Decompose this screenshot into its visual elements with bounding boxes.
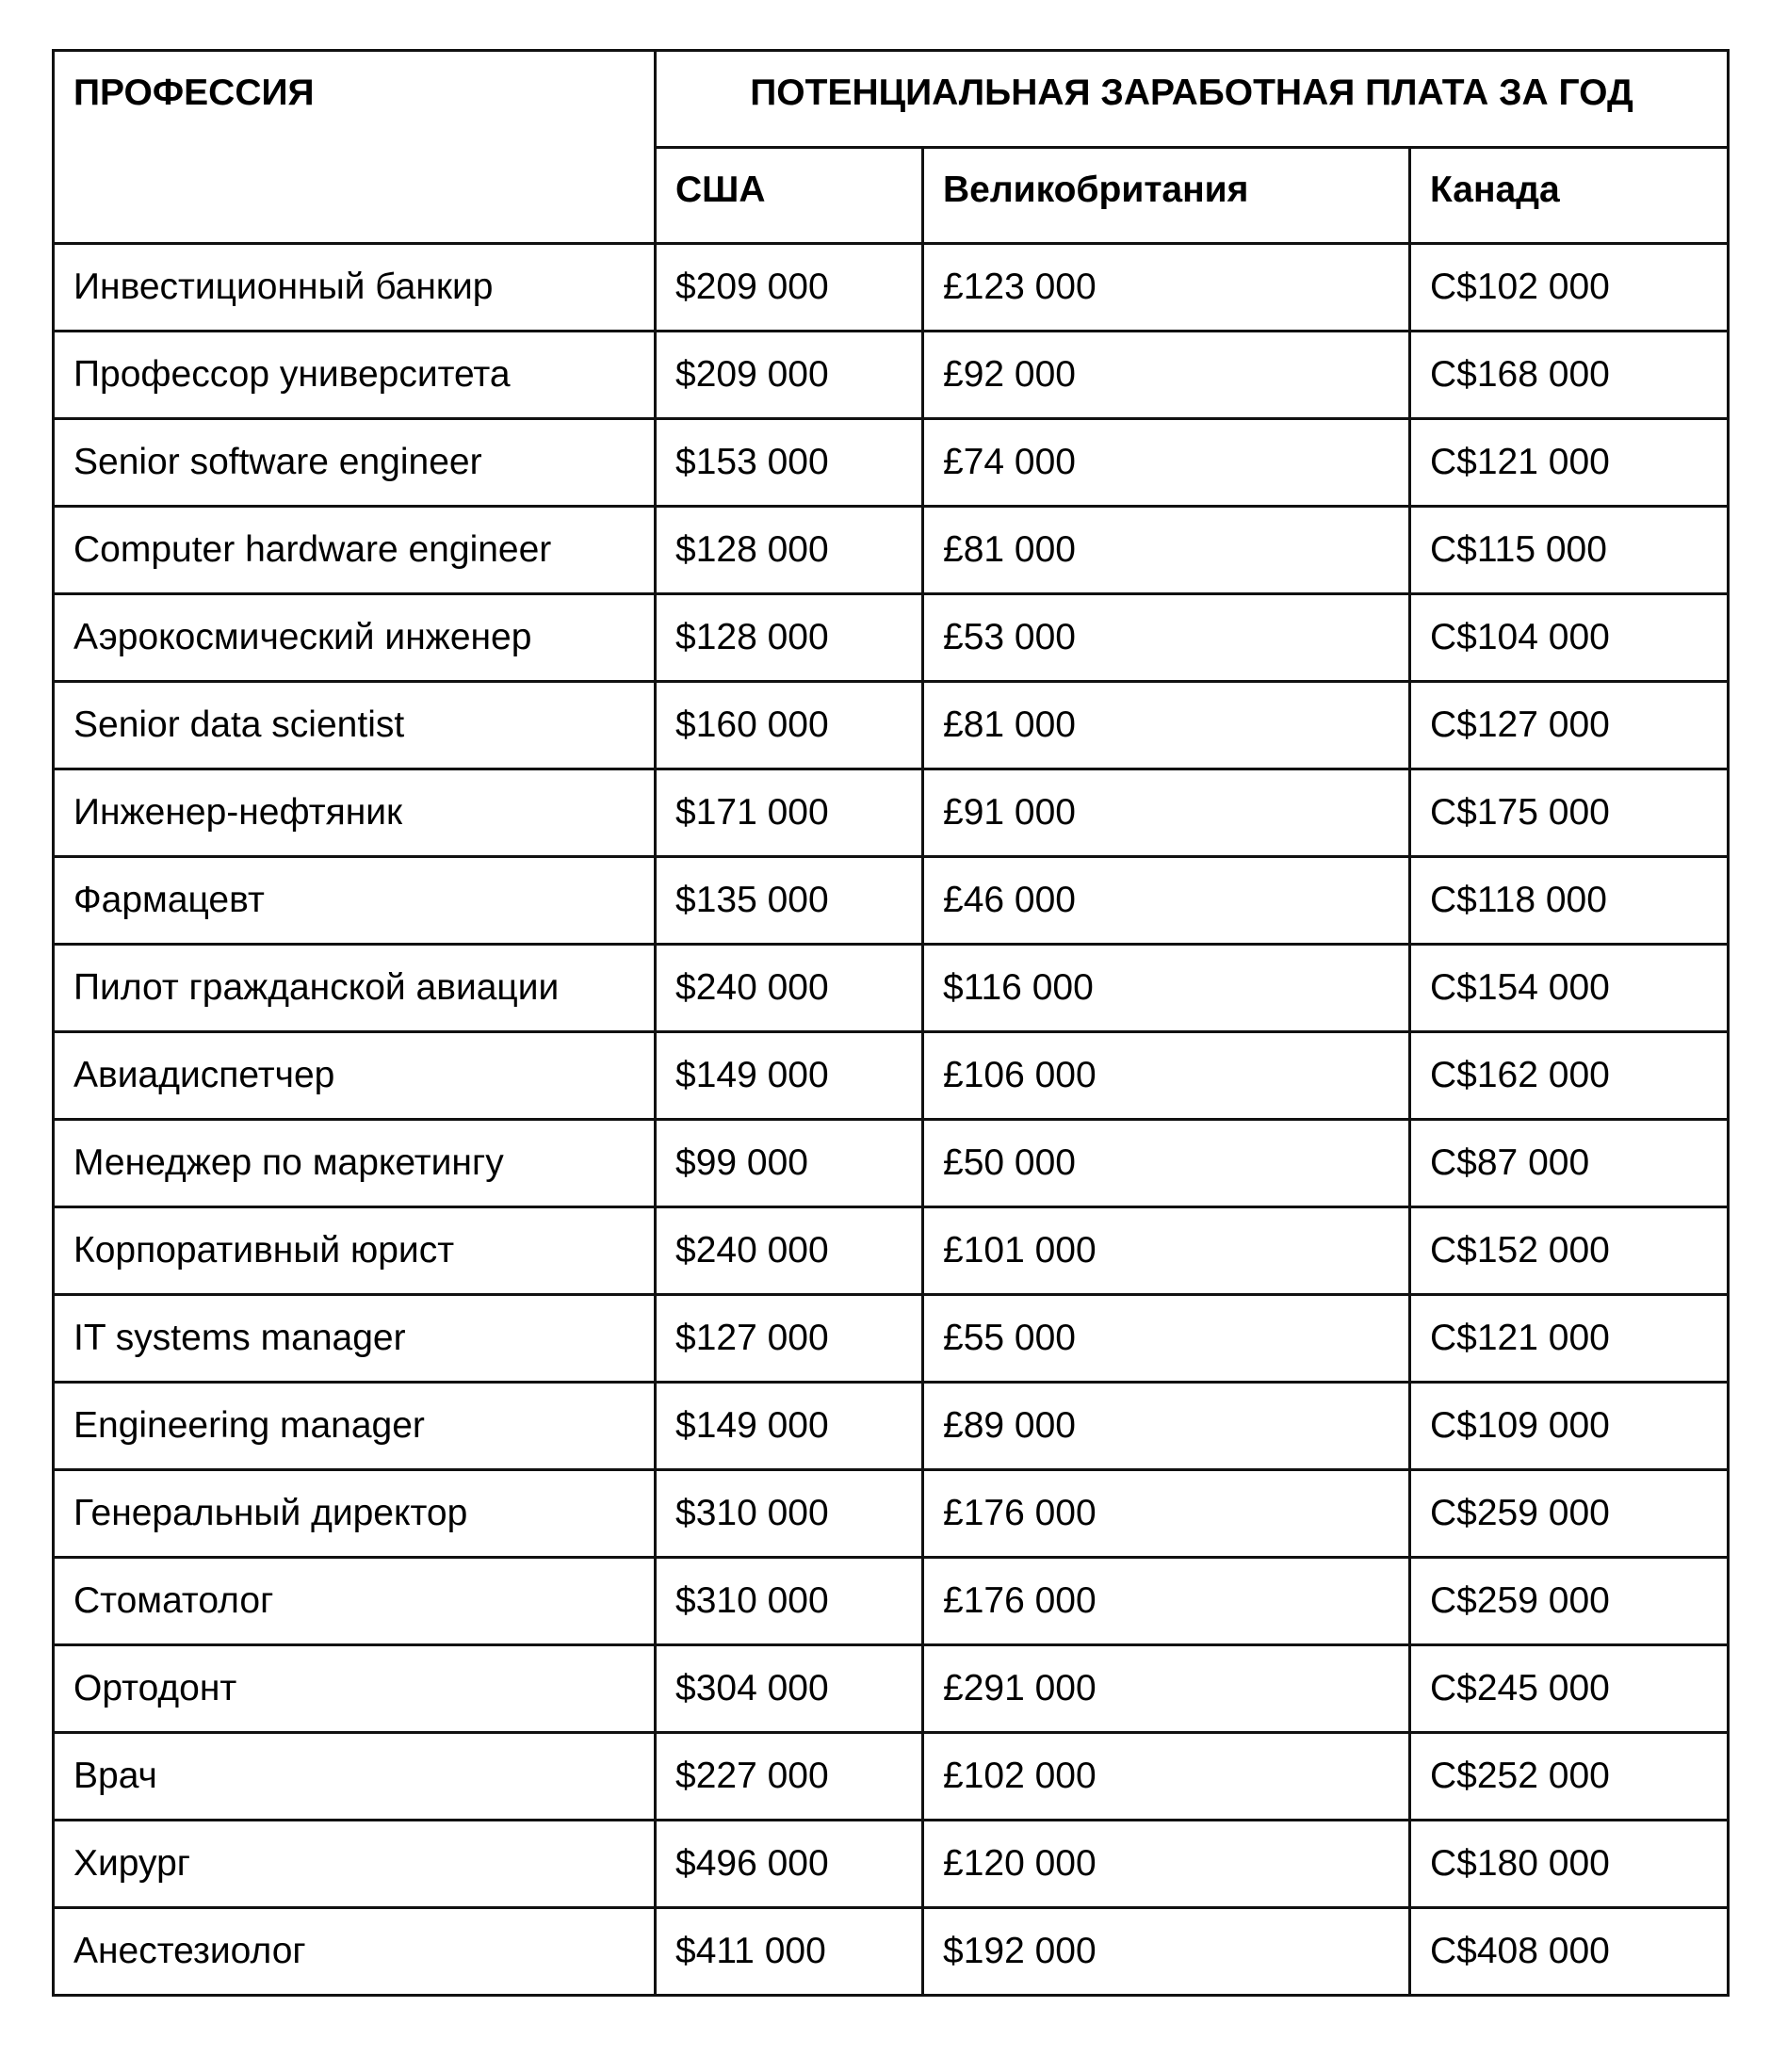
table-row — [54, 419, 1729, 507]
table-row — [54, 507, 1729, 594]
cell-usa: $149 000 — [656, 1383, 923, 1470]
cell-uk: £55 000 — [923, 1295, 1410, 1383]
cell-usa: $496 000 — [656, 1821, 923, 1908]
cell-canada: C$87 000 — [1410, 1120, 1729, 1207]
cell-uk: £102 000 — [923, 1733, 1410, 1821]
cell-uk: £74 000 — [923, 419, 1410, 507]
cell-uk: £120 000 — [923, 1821, 1410, 1908]
cell-canada: C$408 000 — [1410, 1908, 1729, 1996]
cell-profession: IT systems manager — [54, 1295, 656, 1383]
cell-usa: $209 000 — [656, 332, 923, 419]
cell-usa: $411 000 — [656, 1908, 923, 1996]
cell-canada: C$154 000 — [1410, 945, 1729, 1032]
cell-usa: $135 000 — [656, 857, 923, 945]
salary-table — [52, 49, 1730, 1997]
cell-uk: £89 000 — [923, 1383, 1410, 1470]
cell-uk: £101 000 — [923, 1207, 1410, 1295]
cell-profession: Пилот гражданской авиации — [54, 945, 656, 1032]
cell-uk: £91 000 — [923, 769, 1410, 857]
table-row — [54, 1733, 1729, 1821]
table-row — [54, 857, 1729, 945]
cell-uk: £46 000 — [923, 857, 1410, 945]
cell-canada: C$175 000 — [1410, 769, 1729, 857]
cell-canada: C$152 000 — [1410, 1207, 1729, 1295]
table-row — [54, 244, 1729, 332]
cell-canada: C$109 000 — [1410, 1383, 1729, 1470]
table-row — [54, 1383, 1729, 1470]
cell-profession: Senior software engineer — [54, 419, 656, 507]
cell-profession: Стоматолог — [54, 1558, 656, 1645]
cell-uk: £176 000 — [923, 1558, 1410, 1645]
cell-usa: $160 000 — [656, 682, 923, 769]
header-country-uk: Великобритания — [923, 148, 1410, 244]
cell-canada: C$168 000 — [1410, 332, 1729, 419]
cell-usa: $310 000 — [656, 1558, 923, 1645]
table-row — [54, 1821, 1729, 1908]
cell-profession: Профессор университета — [54, 332, 656, 419]
cell-uk: £50 000 — [923, 1120, 1410, 1207]
cell-canada: C$104 000 — [1410, 594, 1729, 682]
cell-profession: Анестезиолог — [54, 1908, 656, 1996]
cell-profession: Врач — [54, 1733, 656, 1821]
cell-canada: C$259 000 — [1410, 1470, 1729, 1558]
cell-usa: $128 000 — [656, 594, 923, 682]
cell-usa: $240 000 — [656, 945, 923, 1032]
cell-profession: Корпоративный юрист — [54, 1207, 656, 1295]
cell-usa: $99 000 — [656, 1120, 923, 1207]
cell-profession: Senior data scientist — [54, 682, 656, 769]
header-salary: ПОТЕНЦИАЛЬНАЯ ЗАРАБОТНАЯ ПЛАТА ЗА ГОД — [656, 51, 1729, 148]
cell-canada: C$259 000 — [1410, 1558, 1729, 1645]
cell-profession: Инженер-нефтяник — [54, 769, 656, 857]
cell-uk: £81 000 — [923, 682, 1410, 769]
table-row — [54, 1032, 1729, 1120]
header-profession: ПРОФЕССИЯ — [54, 51, 656, 244]
cell-usa: $171 000 — [656, 769, 923, 857]
table-row — [54, 594, 1729, 682]
cell-usa: $310 000 — [656, 1470, 923, 1558]
table-row — [54, 332, 1729, 419]
header-country-usa: США — [656, 148, 923, 244]
cell-profession: Фармацевт — [54, 857, 656, 945]
cell-usa: $153 000 — [656, 419, 923, 507]
cell-canada: C$127 000 — [1410, 682, 1729, 769]
cell-usa: $227 000 — [656, 1733, 923, 1821]
cell-uk: £92 000 — [923, 332, 1410, 419]
cell-canada: C$245 000 — [1410, 1645, 1729, 1733]
cell-usa: $240 000 — [656, 1207, 923, 1295]
table-row — [54, 1470, 1729, 1558]
table-row — [54, 1295, 1729, 1383]
header-country-canada: Канада — [1410, 148, 1729, 244]
table-row — [54, 1908, 1729, 1996]
cell-usa: $127 000 — [656, 1295, 923, 1383]
cell-uk: £176 000 — [923, 1470, 1410, 1558]
cell-profession: Генеральный директор — [54, 1470, 656, 1558]
cell-usa: $128 000 — [656, 507, 923, 594]
cell-canada: C$252 000 — [1410, 1733, 1729, 1821]
cell-profession: Ортодонт — [54, 1645, 656, 1733]
cell-usa: $149 000 — [656, 1032, 923, 1120]
cell-canada: C$121 000 — [1410, 1295, 1729, 1383]
cell-uk: £123 000 — [923, 244, 1410, 332]
table-row — [54, 1645, 1729, 1733]
cell-profession: Менеджер по маркетингу — [54, 1120, 656, 1207]
cell-profession: Инвестиционный банкир — [54, 244, 656, 332]
cell-canada: C$118 000 — [1410, 857, 1729, 945]
table-row — [54, 1558, 1729, 1645]
cell-usa: $209 000 — [656, 244, 923, 332]
cell-profession: Аэрокосмический инженер — [54, 594, 656, 682]
cell-profession: Engineering manager — [54, 1383, 656, 1470]
cell-uk: £53 000 — [923, 594, 1410, 682]
cell-profession: Computer hardware engineer — [54, 507, 656, 594]
cell-usa: $304 000 — [656, 1645, 923, 1733]
cell-canada: C$121 000 — [1410, 419, 1729, 507]
table-row — [54, 945, 1729, 1032]
cell-uk: £291 000 — [923, 1645, 1410, 1733]
cell-canada: C$102 000 — [1410, 244, 1729, 332]
cell-canada: C$115 000 — [1410, 507, 1729, 594]
cell-uk: £81 000 — [923, 507, 1410, 594]
cell-uk: $192 000 — [923, 1908, 1410, 1996]
table-row — [54, 1120, 1729, 1207]
cell-uk: $116 000 — [923, 945, 1410, 1032]
cell-profession: Хирург — [54, 1821, 656, 1908]
cell-profession: Авиадиспетчер — [54, 1032, 656, 1120]
cell-canada: C$162 000 — [1410, 1032, 1729, 1120]
cell-uk: £106 000 — [923, 1032, 1410, 1120]
header-row-1 — [54, 51, 1729, 148]
table-row — [54, 769, 1729, 857]
table-row — [54, 682, 1729, 769]
table-row — [54, 1207, 1729, 1295]
cell-canada: C$180 000 — [1410, 1821, 1729, 1908]
